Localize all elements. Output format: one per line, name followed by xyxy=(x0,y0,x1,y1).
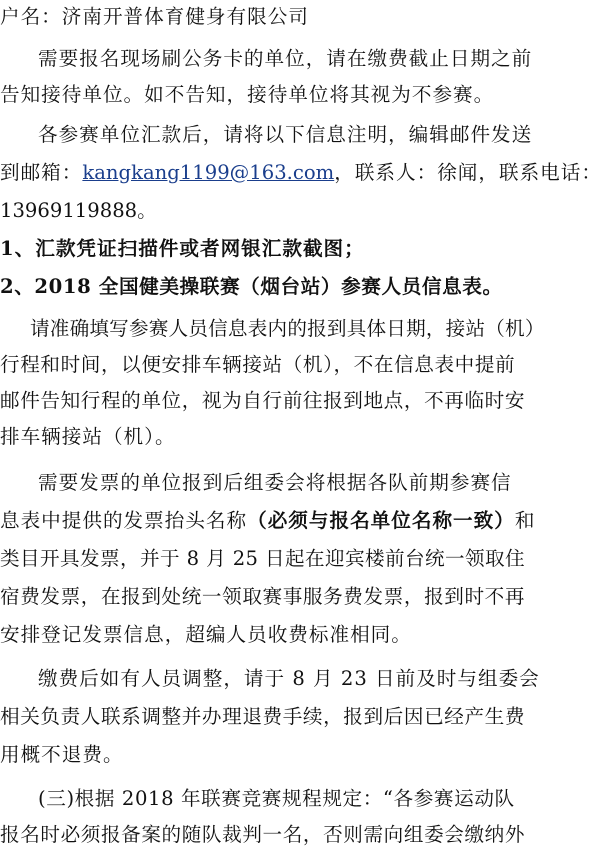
paragraph-line: 宿费发票，在报到处统一领取赛事服务费发票，报到时不再 xyxy=(0,585,526,608)
list-item-1: 1、汇款凭证扫描件或者网银汇款截图； xyxy=(0,237,365,260)
contact-text: ，联系人：徐闻，联系电话： xyxy=(334,161,602,184)
paragraph-line: 各参赛单位汇款后，请将以下信息注明，编辑邮件发送 xyxy=(38,123,533,146)
paragraph-line: 行程和时间，以便安排车辆接站（机），不在信息表中提前 xyxy=(0,353,516,376)
account-name-line: 户名：济南开普体育健身有限公司 xyxy=(0,5,309,28)
paragraph-line: 用概不退费。 xyxy=(0,743,124,766)
invoice-line xyxy=(0,506,550,536)
email-prefix: 到邮箱： xyxy=(0,161,83,184)
paragraph-line: 缴费后如有人员调整，请于 8 月 23 日前及时与组委会 xyxy=(38,667,540,690)
invoice-text: 息表中提供的发票抬头名称 xyxy=(0,509,248,532)
paragraph-line: 安排登记发票信息，超编人员收费标准相同。 xyxy=(0,623,412,646)
invoice-emphasis: （必须与报名单位名称一致） xyxy=(247,509,515,532)
paragraph-line: 报名时必须报备案的随队裁判一名，否则需向组委会缴纳外 xyxy=(0,823,526,846)
paragraph-line: 类目开具发票，并于 8 月 25 日起在迎宾楼前台统一领取住 xyxy=(0,547,525,570)
paragraph-line: 邮件告知行程的单位，视为自行前往报到地点，不再临时安 xyxy=(0,389,526,412)
paragraph-line: 需要发票的单位报到后组委会将根据各队前期参赛信 xyxy=(38,471,512,494)
paragraph-line: 相关负责人联系调整并办理退费手续，报到后因已经产生费 xyxy=(0,705,526,728)
phone-number: 13969119888。 xyxy=(0,199,157,222)
paragraph-line: 请准确填写参赛人员信息表内的报到具体日期，接站（机） xyxy=(30,317,545,340)
paragraph-line: (三)根据 2018 年联赛竞赛规程规定：“各参赛运动队 xyxy=(38,787,515,810)
paragraph-line: 排车辆接站（机）。 xyxy=(0,425,176,448)
invoice-text-end: 和 xyxy=(514,509,536,532)
list-item-2: 2、2018 全国健美操联赛（烟台站）参赛人员信息表。 xyxy=(0,275,503,298)
email-line xyxy=(0,158,602,188)
email-link[interactable]: kangkang1199@163.com xyxy=(82,161,335,184)
paragraph-line: 需要报名现场刷公务卡的单位，请在缴费截止日期之前 xyxy=(38,47,533,70)
paragraph-line: 告知接待单位。如不告知，接待单位将其视为不参赛。 xyxy=(0,83,495,106)
